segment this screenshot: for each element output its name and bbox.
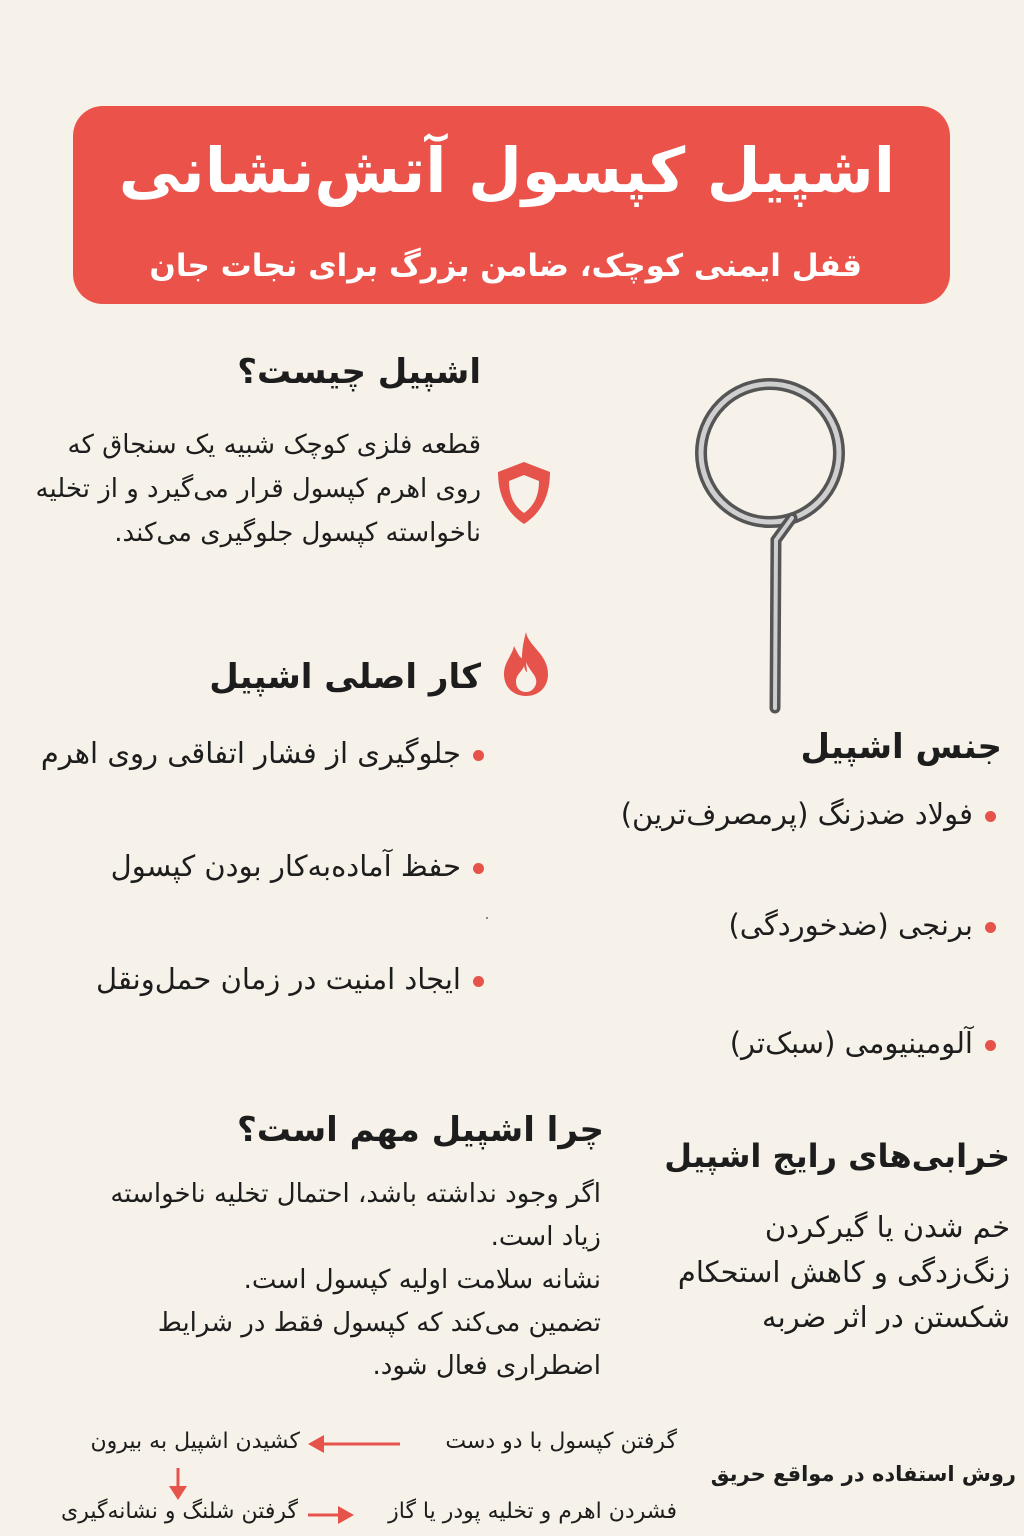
faults-line: خم شدن یا گیرکردن xyxy=(764,1210,1010,1244)
importance-heading: چرا اشپیل مهم است؟ xyxy=(237,1110,604,1150)
importance-text xyxy=(31,1173,601,1388)
list-item-text: جلوگیری از فشار اتفاقی روی اهرم xyxy=(40,736,461,770)
stray-dot xyxy=(486,917,488,919)
arrow-right-icon xyxy=(306,1502,356,1528)
importance-line: اضطراری فعال شود. xyxy=(372,1351,601,1381)
what-is-line: روی اهرم کپسول قرار می‌گیرد و از تخلیه xyxy=(35,474,481,504)
faults-heading: خرابی‌های رایج اشپیل xyxy=(664,1137,1010,1175)
bullet-dot xyxy=(985,1040,996,1051)
importance-line: تضمین می‌کند که کپسول فقط در شرایط xyxy=(157,1308,601,1338)
bullet-dot xyxy=(985,811,996,822)
material-heading: جنس اشپیل xyxy=(800,727,1002,767)
list-item-text: ایجاد امنیت در زمان حمل‌ونقل xyxy=(96,962,461,996)
list-item xyxy=(728,908,996,942)
faults-text xyxy=(630,1205,1010,1340)
list-item-text: فولاد ضدزنگ (پرمصرف‌ترین) xyxy=(620,797,973,831)
what-is-line: قطعه فلزی کوچک شبیه یک سنجاق که xyxy=(67,430,481,460)
page-subtitle: قفل ایمنی کوچک، ضامن بزرگ برای نجات جان xyxy=(149,248,862,284)
list-item-text: آلومینیومی (سبک‌تر) xyxy=(729,1026,973,1060)
usage-heading: روش استفاده در مواقع حریق xyxy=(710,1462,1016,1486)
usage-step-1: گرفتن کپسول با دو دست xyxy=(445,1429,677,1454)
what-is-line: ناخواسته کپسول جلوگیری می‌کند. xyxy=(114,518,481,548)
main-function-heading: کار اصلی اشپیل xyxy=(209,657,481,697)
arrow-left-icon xyxy=(306,1431,402,1457)
bullet-dot xyxy=(985,922,996,933)
usage-step-2: کشیدن اشپیل به بیرون xyxy=(90,1429,300,1454)
list-item xyxy=(621,797,996,831)
importance-line: اگر وجود نداشته باشد، احتمال تخلیه ناخواسته xyxy=(110,1179,601,1209)
importance-line: نشانه سلامت اولیه کپسول است. xyxy=(243,1265,601,1295)
page-title: اشپیل کپسول آتش‌نشانی xyxy=(118,134,895,207)
list-item-text: برنجی (ضدخوردگی) xyxy=(728,908,973,942)
faults-line: زنگ‌زدگی و کاهش استحکام xyxy=(677,1255,1010,1289)
what-is-heading: اشپیل چیست؟ xyxy=(237,352,481,392)
arrow-down-icon xyxy=(165,1466,191,1502)
faults-line: شکستن در اثر ضربه xyxy=(762,1300,1010,1334)
usage-step-4: فشردن اهرم و تخلیه پودر یا گاز xyxy=(388,1499,677,1524)
list-item-text: حفظ آماده‌به‌کار بودن کپسول xyxy=(110,849,461,883)
usage-step-3: گرفتن شلنگ و نشانه‌گیری xyxy=(60,1499,298,1524)
importance-line: زیاد است. xyxy=(490,1222,601,1252)
list-item xyxy=(730,1026,996,1060)
